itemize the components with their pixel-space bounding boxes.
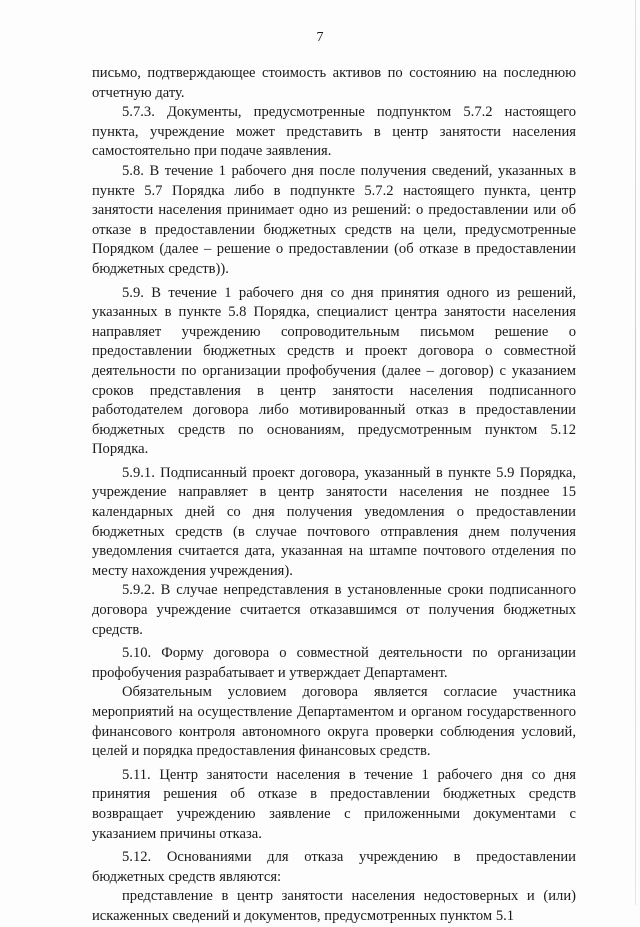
paragraph: 5.9. В течение 1 рабочего дня со дня принятия одного из решений, указанных в пункте 5.8 Порядка, специалист центра занятости населения направляет учреждению сопроводительным письмом решение о предоставлении бюджетных средств и проект договора о совместной деятельности по организации профобучения (далее – договор) с указанием сроков представления в центр занятости населения подписанного работодателем договора либо мотивированный отказ в предоставлении бюджетных средств по основаниям, предусмотренным пунктом 5.12 Порядка. [92, 284, 576, 458]
scan-edge-line [635, 0, 636, 905]
paragraph: 5.9.2. В случае непредставления в установленные сроки подписанного договора учреждение считается отказавшимся от получения бюджетных средств. [92, 582, 576, 638]
page-number: 7 [316, 30, 324, 45]
document-body [92, 64, 576, 927]
paragraph: Обязательным условием договора является согласие участника мероприятий на осуществление Департаментом и органом государственного финансового контроля автономного округа проверки соблюдения условий, целей и порядка предоставления финансовых средств. [92, 684, 576, 760]
paragraph: 5.10. Форму договора о совместной деятельности по организации профобучения разрабатывает и утверждает Департамент. [92, 645, 576, 681]
paragraph: 5.7.3. Документы, предусмотренные подпунктом 5.7.2 настоящего пункта, учреждение может представить в центр занятости населения самостоятельно при подаче заявления. [92, 104, 576, 160]
paragraph: письмо, подтверждающее стоимость активов по состоянию на последнюю отчетную дату. [92, 65, 576, 101]
paragraph: 5.8. В течение 1 рабочего дня после получения сведений, указанных в пункте 5.7 Порядка либо в подпункте 5.7.2 настоящего пункта, центр занятости населения принимает одно из решений: о предоставлении или об отказе в предоставлении бюджетных средств на цели, предусмотренные Порядком (далее – решение о предоставлении (об отказе в предоставлении бюджетных средств)). [92, 162, 576, 277]
paragraph: 5.12. Основаниями для отказа учреждению в предоставлении бюджетных средств являются: [92, 849, 576, 885]
paragraph: представление в центр занятости населения недостоверных и (или) искаженных сведений и документов, предусмотренных пунктом 5.1 [92, 888, 576, 924]
paragraph: 5.11. Центр занятости населения в течение 1 рабочего дня со дня принятия решения об отказе в предоставлении бюджетных средств возвращает учреждению заявление с приложенными документами с указанием причины отказа. [92, 766, 576, 842]
paragraph: 5.9.1. Подписанный проект договора, указанный в пункте 5.9 Порядка, учреждение направляет в центр занятости населения не позднее 15 календарных дней со дня получения уведомления о предоставлении бюджетных средств (в случае почтового отправления днем получения уведомления считается дата, указанная на штампе почтового отделения по месту нахождения учреждения). [92, 464, 576, 579]
